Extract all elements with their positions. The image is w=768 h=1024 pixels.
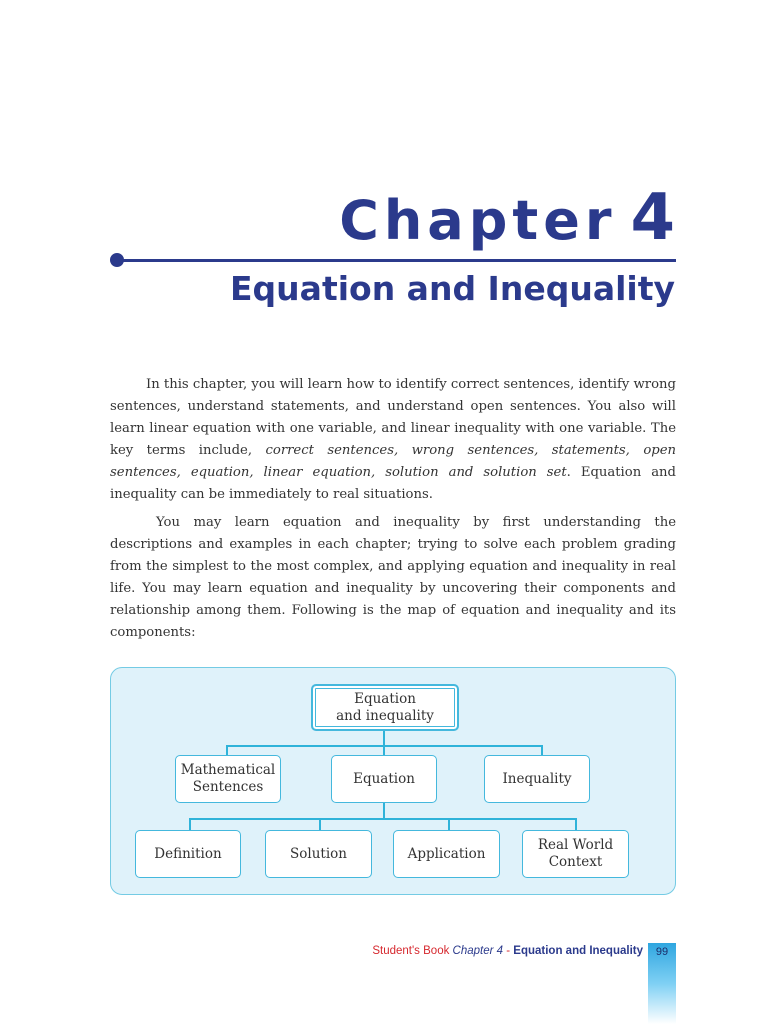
chapter-number: 4: [630, 181, 675, 255]
intro-paragraph-1: [110, 374, 676, 506]
map-node-application: Application: [393, 830, 500, 878]
footer-dash: -: [503, 945, 514, 957]
connector: [383, 730, 385, 746]
heading-rule: [118, 259, 676, 262]
footer-chapter: Chapter 4: [452, 945, 504, 957]
footer-book: Student's Book: [372, 945, 450, 957]
map-node-equation-and-inequality: Equation and inequality: [311, 684, 459, 731]
map-node-mathematical-sentences: Mathematical Sentences: [175, 755, 281, 803]
intro-p1-key-terms: correct sentences, wrong sentences, statements, open sentences, equation, linear equation, solution and solution set: [110, 443, 676, 480]
chapter-word: Chapter: [339, 189, 617, 252]
map-node-equation: Equation: [331, 755, 437, 803]
footer-title: Equation and Inequality: [513, 945, 643, 957]
map-node-real-world-context: Real World Context: [522, 830, 629, 878]
map-node-solution: Solution: [265, 830, 372, 878]
map-node-inequality: Inequality: [484, 755, 590, 803]
chapter-heading: [339, 181, 675, 255]
intro-p2-text: You may learn equation and inequality by first understanding the descriptions and examples in each chapter; trying to solve each problem grading from the simplest to the most complex, and applying equation and inequality in real life. You may learn equation and inequality by uncovering their components and relationship among them. Following is the map of equation and inequality and its components:: [110, 515, 676, 640]
connector: [383, 802, 385, 819]
page-number-tab: [648, 943, 676, 1024]
chapter-subtitle: Equation and Inequality: [230, 269, 675, 308]
intro-p1-text: In this chapter, you will learn how to identify correct sentences, identify wrong sentences, understand statements, and understand open sentences. You also will learn linear equation with one variable, and linear inequality with one variable. The key terms include,: [110, 377, 676, 458]
page-footer: [372, 945, 643, 957]
connector: [189, 818, 576, 820]
map-node-definition: Definition: [135, 830, 241, 878]
intro-p1-text-end: . Equation and inequality can be immediately to real situations.: [110, 465, 676, 502]
concept-map: [110, 667, 676, 895]
page-number: 99: [655, 946, 669, 958]
intro-paragraph-2: [110, 512, 676, 644]
